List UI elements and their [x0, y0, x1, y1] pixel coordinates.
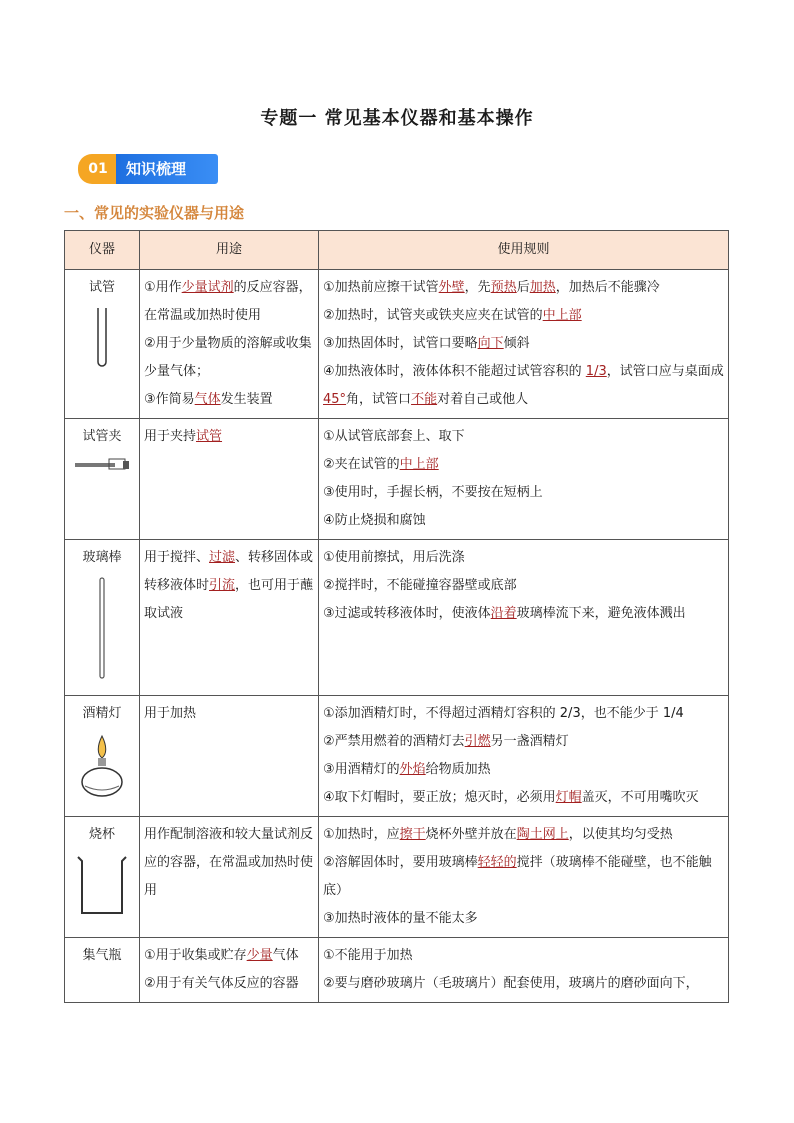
header-instrument: 仪器: [65, 231, 140, 270]
rules-cell: [319, 540, 729, 696]
use-cell: [140, 419, 319, 540]
rule-line: ③过滤或转移液体时，使液体沿着玻璃棒流下来，避免液体溅出: [323, 606, 686, 621]
rule-line: ①添加酒精灯时，不得超过酒精灯容积的 2/3，也不能少于 1/4: [323, 706, 684, 721]
underlined-term: 陶土网上: [516, 827, 569, 842]
use-cell: [140, 817, 319, 938]
underlined-term: 1/3: [585, 364, 607, 379]
use-cell: [140, 270, 319, 419]
use-line: ①用于收集或贮存少量气体: [144, 948, 299, 963]
use-line: 用于加热: [144, 706, 197, 721]
table-row: [65, 270, 729, 419]
use-line: 用于夹持试管: [144, 429, 223, 444]
instrument-cell: [65, 419, 140, 540]
alcohol-lamp-icon: [69, 732, 135, 811]
rules-cell: [319, 938, 729, 1003]
underlined-term: 轻轻的: [477, 855, 517, 870]
underlined-term: 试管: [196, 429, 223, 444]
badge-number: 01: [78, 154, 118, 184]
rule-line: ①不能用于加热: [323, 948, 413, 963]
underlined-term: 外焰: [399, 762, 426, 777]
rule-line: ①从试管底部套上、取下: [323, 429, 465, 444]
underlined-term: 外壁: [438, 280, 465, 295]
table-header-row: [65, 231, 729, 270]
table-row: [65, 938, 729, 1003]
section-badge: [76, 152, 222, 186]
use-line: 用作配制溶液和较大量试剂反应的容器，在常温或加热时使用: [144, 827, 314, 898]
underlined-term: 加热: [529, 280, 556, 295]
instrument-cell: [65, 270, 140, 419]
table-row: [65, 419, 729, 540]
underlined-term: 气体: [194, 392, 221, 407]
header-use: 用途: [140, 231, 319, 270]
rule-line: ②溶解固体时，要用玻璃棒轻轻的搅拌（玻璃棒不能碰壁，也不能触底）: [323, 855, 712, 898]
underlined-term: 引流: [209, 578, 236, 593]
instrument-name: 试管: [88, 280, 115, 295]
rule-line: ③使用时，手握长柄，不要按在短柄上: [323, 485, 543, 500]
test-tube-clamp-icon: [69, 455, 135, 486]
rules-cell: [319, 696, 729, 817]
rule-line: ①使用前擦拭，用后洗涤: [323, 550, 465, 565]
rule-line: ②要与磨砂玻璃片（毛玻璃片）配套使用，玻璃片的磨砂面向下，: [323, 976, 699, 991]
test-tube-icon: [69, 306, 135, 381]
rule-line: ③用酒精灯的外焰给物质加热: [323, 762, 491, 777]
rule-line: ②夹在试管的中上部: [323, 457, 439, 472]
rule-line: ④取下灯帽时，要正放；熄灭时，必须用灯帽盖灭，不可用嘴吹灭: [323, 790, 699, 805]
section-heading: 一、常见的实验仪器与用途: [64, 204, 245, 222]
instrument-cell: [65, 938, 140, 1003]
underlined-term: 中上部: [542, 308, 582, 323]
underlined-term: 沿着: [490, 606, 517, 621]
underlined-term: 少量试剂: [181, 280, 234, 295]
underlined-term: 灯帽: [555, 790, 582, 805]
underlined-term: 预热: [490, 280, 517, 295]
use-line: ②用于少量物质的溶解或收集少量气体；: [144, 336, 312, 379]
rule-line: ③加热固体时，试管口要略向下倾斜: [323, 336, 530, 351]
underlined-term: 不能: [411, 392, 438, 407]
instrument-name: 烧杯: [88, 827, 115, 842]
instrument-cell: [65, 540, 140, 696]
instrument-cell: [65, 817, 140, 938]
page-title: 专题一 常见基本仪器和基本操作: [260, 108, 534, 129]
underlined-term: 45°: [323, 392, 347, 407]
use-cell: [140, 540, 319, 696]
underlined-term: 过滤: [209, 550, 236, 565]
rule-line: ④防止烧损和腐蚀: [323, 513, 426, 528]
rules-cell: [319, 270, 729, 419]
rule-line: ①加热时，应擦干烧杯外壁并放在陶土网上，以使其均匀受热: [323, 827, 673, 842]
instrument-name: 玻璃棒: [82, 550, 122, 565]
badge-label: 知识梳理: [116, 154, 218, 184]
table-row: [65, 696, 729, 817]
instrument-name: 酒精灯: [82, 706, 122, 721]
use-cell: [140, 696, 319, 817]
instrument-name: 试管夹: [82, 429, 122, 444]
glass-rod-icon: [69, 576, 135, 691]
use-line: 用于搅拌、过滤、转移固体或转移液体时引流，也可用于蘸取试液: [144, 550, 314, 621]
use-line: ③作简易气体发生装置: [144, 392, 273, 407]
header-rules: 使用规则: [319, 231, 729, 270]
rule-line: ②加热时，试管夹或铁夹应夹在试管的中上部: [323, 308, 582, 323]
table-row: [65, 817, 729, 938]
instrument-name: 集气瓶: [82, 948, 122, 963]
underlined-term: 中上部: [399, 457, 439, 472]
underlined-term: 引燃: [464, 734, 491, 749]
rules-cell: [319, 419, 729, 540]
rules-cell: [319, 817, 729, 938]
rule-line: ③加热时液体的量不能太多: [323, 911, 478, 926]
instrument-cell: [65, 696, 140, 817]
underlined-term: 向下: [477, 336, 504, 351]
instrument-table: [64, 230, 729, 1003]
use-cell: [140, 938, 319, 1003]
rule-line: ②搅拌时，不能碰撞容器壁或底部: [323, 578, 517, 593]
use-line: ①用作少量试剂的反应容器，在常温或加热时使用: [144, 280, 312, 323]
rule-line: ①加热前应擦干试管外壁，先预热后加热，加热后不能骤冷: [323, 280, 660, 295]
underlined-term: 擦干: [399, 827, 426, 842]
table-row: [65, 540, 729, 696]
use-line: ②用于有关气体反应的容器: [144, 976, 299, 991]
beaker-icon: [69, 853, 135, 930]
rule-line: ④加热液体时，液体体积不能超过试管容积的 1/3，试管口应与桌面成 45°角，试管口不能对着自己或他人: [323, 364, 724, 407]
underlined-term: 少量: [246, 948, 273, 963]
rule-line: ②严禁用燃着的酒精灯去引燃另一盏酒精灯: [323, 734, 569, 749]
